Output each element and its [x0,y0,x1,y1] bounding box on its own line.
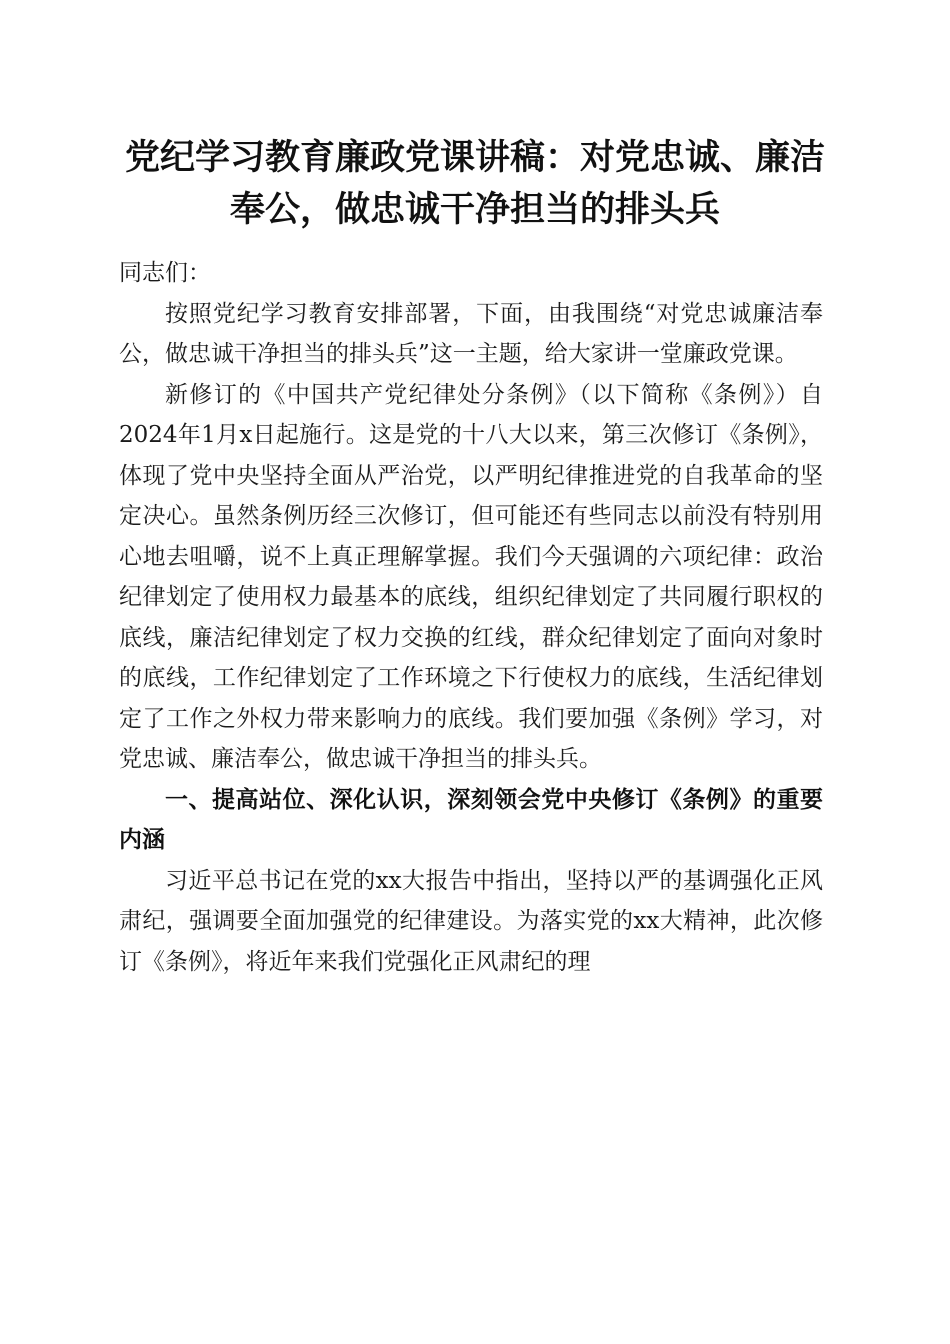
paragraph-intro: 按照党纪学习教育安排部署，下面，由我围绕“对党忠诚廉洁奉公，做忠诚干净担当的排头兵”这一主题，给大家讲一堂廉政党课。 [119,300,823,367]
section-heading: 一、提高站位、深化认识，深刻领会党中央修订《条例》的重要内涵 [119,786,823,853]
paragraph-regulation: 新修订的《中国共产党纪律处分条例》（以下简称《条例》）自2024年1月x日起施行。这是党的十八大以来，第三次修订《条例》，体现了党中央坚持全面从严治党，以严明纪律推进党的自我革命的坚定决心。虽然条例历经三次修订，但可能还有些同志以前没有特别用心地去咀嚼，说不上真正理解掌握。我们今天强调的六项纪律：政治纪律划定了使用权力最基本的底线，组织纪律划定了共同履行职权的底线，廉洁纪律划定了权力交换的红线，群众纪律划定了面向对象时的底线，工作纪律划定了工作环境之下行使权力的底线，生活纪律划定了工作之外权力带来影响力的底线。我们要加强《条例》学习，对党忠诚、廉洁奉公，做忠诚干净担当的排头兵。 [119,381,823,772]
paragraph-section-one: 习近平总书记在党的xx大报告中指出，坚持以严的基调强化正风肃纪，强调要全面加强党的纪律建设。为落实党的xx大精神，此次修订《条例》，将近年来我们党强化正风肃纪的理 [119,867,823,975]
document-title: 党纪学习教育廉政党课讲稿：对党忠诚、廉洁奉公，做忠诚干净担当的排头兵 [124,137,825,230]
greeting: 同志们： [119,260,211,286]
document-body [119,253,823,982]
